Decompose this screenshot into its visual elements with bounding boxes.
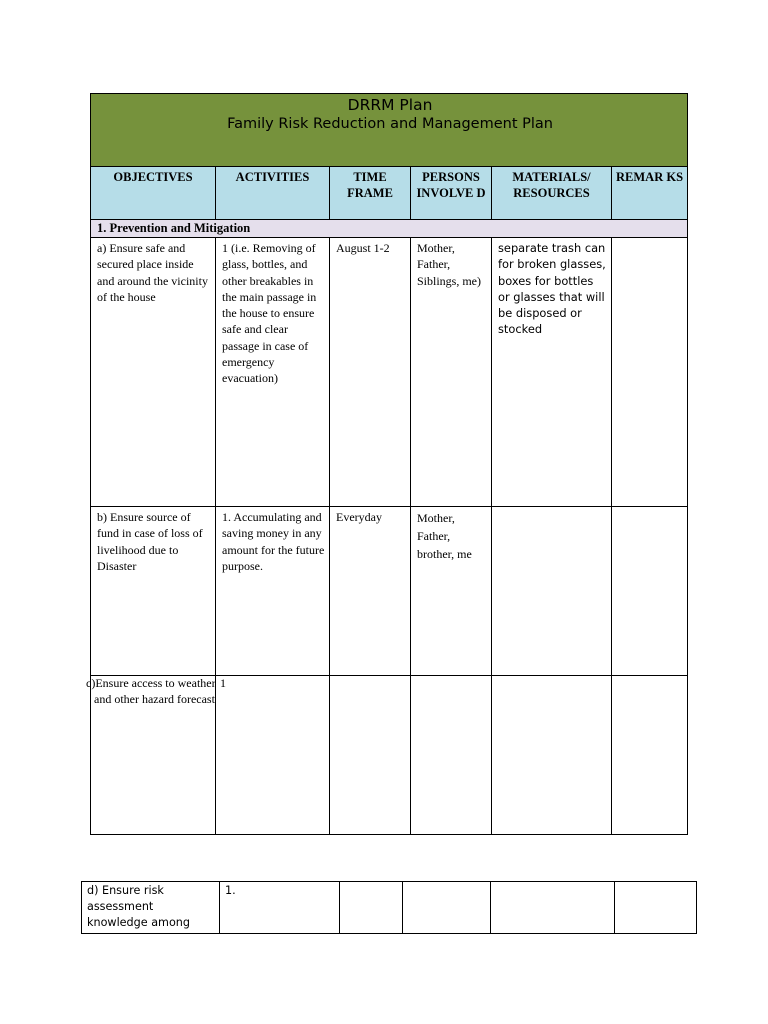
table-row	[91, 238, 688, 507]
materials-cell	[492, 676, 612, 835]
time-frame-cell	[340, 882, 403, 934]
persons-cell: Mother, Father, brother, me	[411, 507, 492, 676]
activity-cell: 1 (i.e. Removing of glass, bottles, and other breakables in the main passage in the house to ensure safe and clear passage in case of emergency evacuation)	[216, 238, 330, 507]
time-frame-cell: August 1-2	[330, 238, 411, 507]
table-row	[82, 882, 697, 934]
time-frame-cell: Everyday	[330, 507, 411, 676]
materials-cell	[492, 507, 612, 676]
objective-c-line2: and other hazard forecast	[94, 692, 215, 707]
title-row	[91, 94, 688, 167]
plan-title: DRRM Plan	[347, 96, 433, 114]
remarks-cell	[612, 238, 688, 507]
remarks-cell	[612, 507, 688, 676]
objective-c-text	[86, 675, 216, 708]
header-activities: ACTIVITIES	[216, 167, 330, 220]
drrm-plan-table	[90, 93, 688, 835]
activity-cell: 1.	[220, 882, 340, 934]
header-row	[91, 167, 688, 220]
header-materials-resources: MATERIALS/ RESOURCES	[492, 167, 612, 220]
persons-cell	[411, 676, 492, 835]
section-label: 1. Prevention and Mitigation	[91, 220, 688, 238]
header-persons-involved: PERSONS INVOLVE D	[411, 167, 492, 220]
persons-cell	[403, 882, 491, 934]
activity-c-text: 1	[220, 676, 226, 690]
activity-cell	[216, 676, 330, 835]
continuation-table	[81, 881, 697, 934]
remarks-cell	[615, 882, 697, 934]
objective-cell: d) Ensure risk assessment knowledge among	[82, 882, 220, 934]
objective-cell: b) Ensure source of fund in case of loss of livelihood due to Disaster	[91, 507, 216, 676]
time-frame-cell	[330, 676, 411, 835]
section-row	[91, 220, 688, 238]
persons-cell: Mother, Father, Siblings, me)	[411, 238, 492, 507]
objective-c-line1: c)Ensure access to weather	[86, 676, 216, 690]
materials-cell	[491, 882, 615, 934]
header-remarks: REMAR KS	[612, 167, 688, 220]
remarks-cell	[612, 676, 688, 835]
objective-cell: a) Ensure safe and secured place inside and around the vicinity of the house	[91, 238, 216, 507]
header-objectives: OBJECTIVES	[91, 167, 216, 220]
activity-cell: 1. Accumulating and saving money in any amount for the future purpose.	[216, 507, 330, 676]
materials-cell: separate trash can for broken glasses, boxes for bottles or glasses that will be disposed or stocked	[492, 238, 612, 507]
table-row	[91, 507, 688, 676]
header-time-frame: TIME FRAME	[330, 167, 411, 220]
title-cell	[91, 94, 688, 167]
plan-subtitle: Family Risk Reduction and Management Plan	[227, 116, 553, 132]
